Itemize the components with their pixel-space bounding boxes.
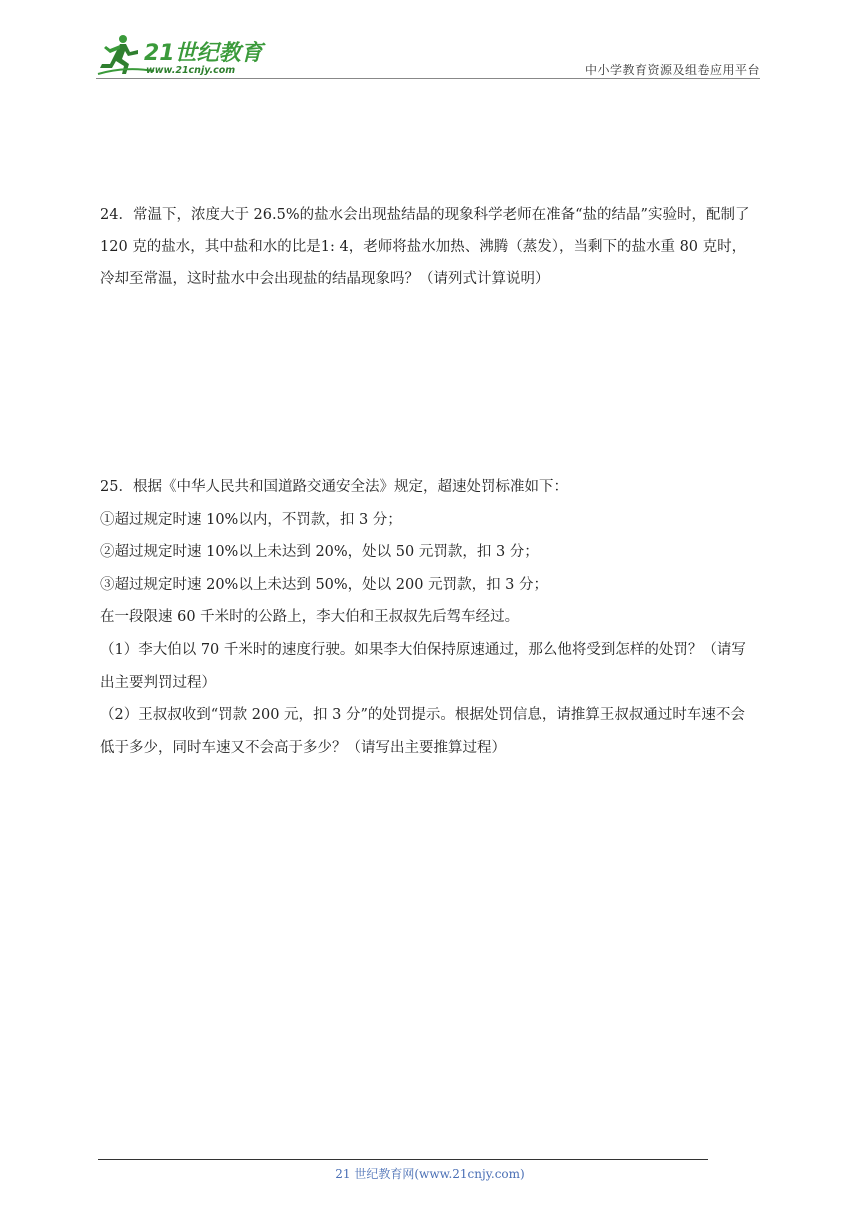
footer-divider <box>98 1159 708 1160</box>
svg-text:21世纪教育: 21世纪教育 <box>144 41 263 66</box>
question-line: 24．常温下，浓度大于 26.5%的盐水会出现盐结晶的现象科学老师在准备“盐的结晶”实验时，配制了 <box>100 207 750 223</box>
question-line: 25．根据《中华人民共和国道路交通安全法》规定，超速处罚标准如下： <box>100 479 568 495</box>
header-divider <box>96 78 760 79</box>
sub-question-2: （2）王叔叔收到“罚款 200 元，扣 3 分”的处罚提示。根据处罚信息，请推算王叔叔通过时车速不会 <box>100 707 745 724</box>
site-logo <box>96 30 266 76</box>
rule-item: ①超过规定时速 10%以内，不罚款，扣 3 分； <box>100 511 402 528</box>
svg-text:www.21cnjy.com: www.21cnjy.com <box>146 65 236 76</box>
footer-link[interactable]: 21 世纪教育网(www.21cnjy.com) <box>335 1167 525 1181</box>
sub-question-1-cont: 出主要判罚过程） <box>100 674 216 691</box>
question-line: 冷却至常温，这时盐水中会出现盐的结晶现象吗？（请列式计算说明） <box>100 271 550 287</box>
sub-question-1: （1）李大伯以 70 千米时的速度行驶。如果李大伯保持原速通过，那么他将受到怎样的处罚？（请写 <box>100 641 746 658</box>
platform-title: 中小学教育资源及组卷应用平台 <box>584 63 760 77</box>
page-header <box>96 30 760 78</box>
runner-logo-icon <box>96 30 266 76</box>
question-line: 120 克的盐水，其中盐和水的比是1: 4，老师将盐水加热、沸腾（蒸发），当剩下的盐水重 80 克时， <box>100 239 747 255</box>
question-line: 在一段限速 60 千米时的公路上，李大伯和王叔叔先后驾车经过。 <box>100 609 520 626</box>
question-25 <box>100 471 760 764</box>
rule-item: ③超过规定时速 20%以上未达到 50%，处以 200 元罚款，扣 3 分； <box>100 576 549 593</box>
rule-item: ②超过规定时速 10%以上未达到 20%，处以 50 元罚款，扣 3 分； <box>100 544 539 561</box>
question-24 <box>100 199 760 295</box>
sub-question-2-cont: 低于多少，同时车速又不会高于多少？（请写出主要推算过程） <box>100 739 506 756</box>
